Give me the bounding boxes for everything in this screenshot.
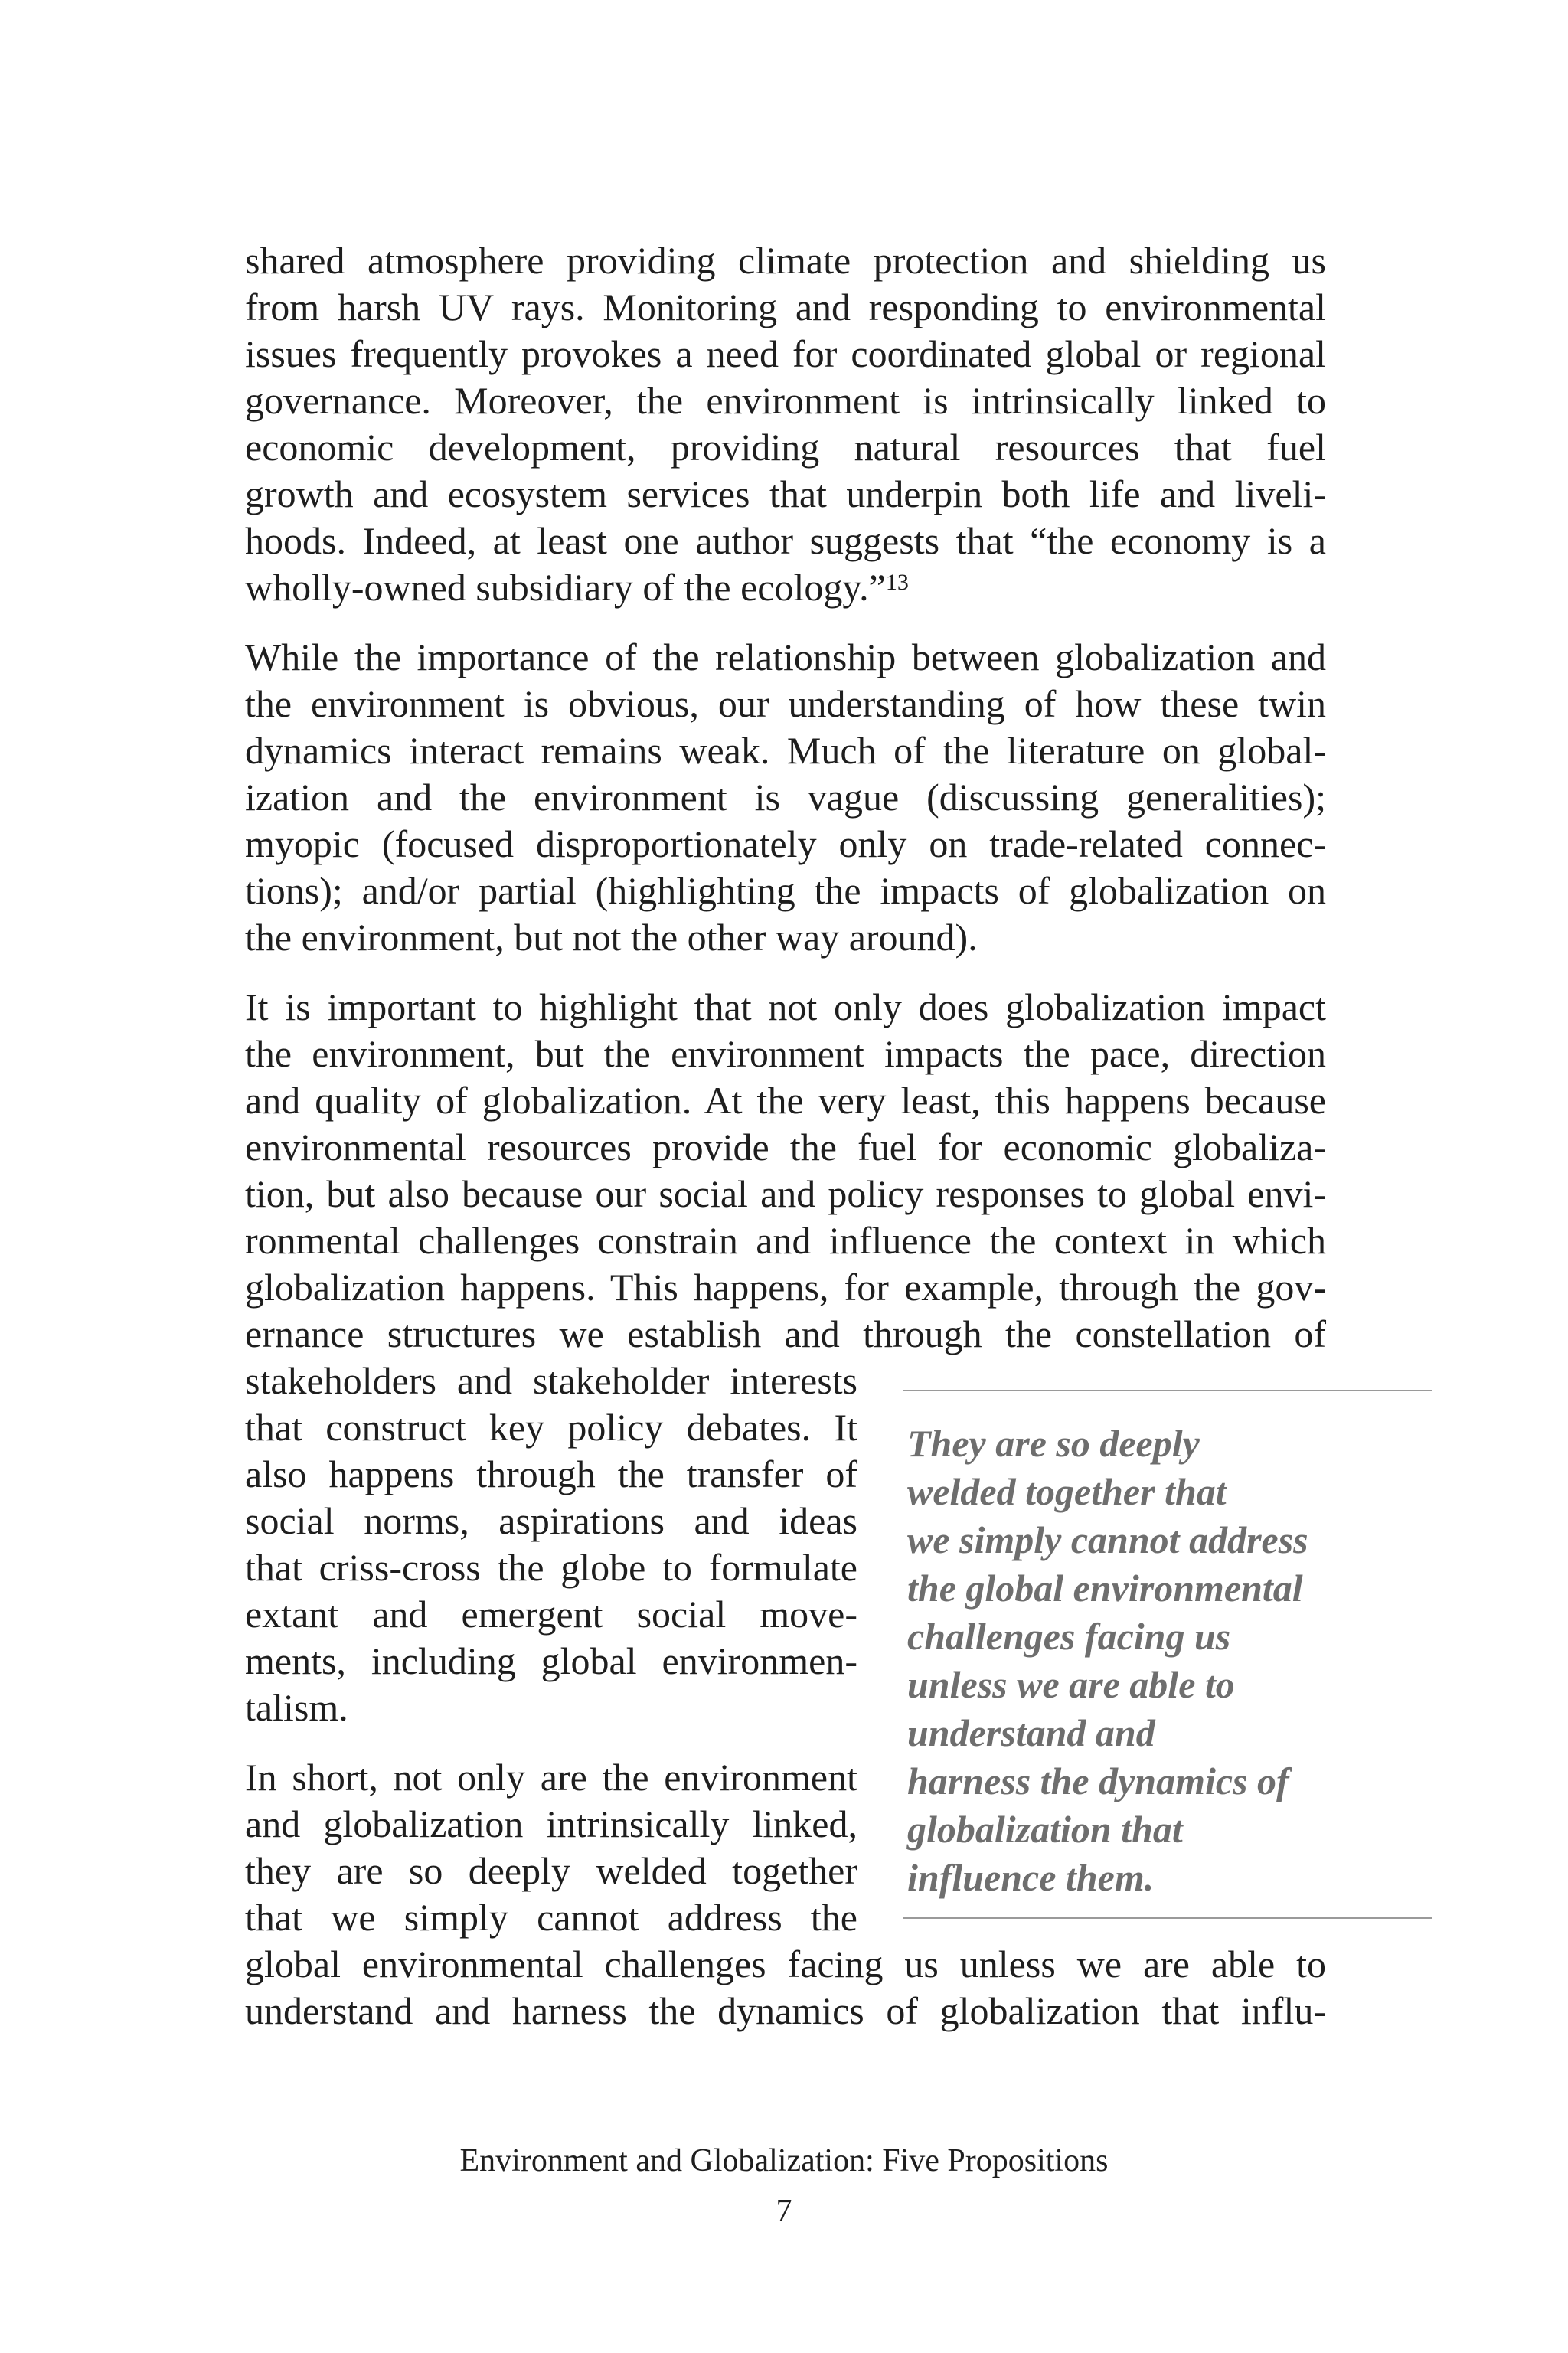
body-line: tion, but also because our social and policy responses to global envi- — [245, 1172, 1326, 1215]
body-line: that we simply cannot address the — [245, 1896, 858, 1939]
body-line: and globalization intrinsically linked, — [245, 1802, 858, 1845]
pull-quote-line: understand and — [907, 1711, 1155, 1754]
body-line: hoods. Indeed, at least one author suggests that “the economy is a — [245, 519, 1326, 562]
body-line: governance. Moreover, the environment is intrinsically linked to — [245, 379, 1326, 422]
body-line: the environment is obvious, our understanding of how these twin — [245, 682, 1326, 725]
body-line: shared atmosphere providing climate protection and shielding us — [245, 239, 1326, 282]
body-line: that criss-cross the globe to formulate — [245, 1546, 858, 1589]
body-line: and quality of globalization. At the very least, this happens because — [245, 1079, 1326, 1122]
body-line: the environment, but the environment impacts the pace, direction — [245, 1032, 1326, 1075]
body-line: It is important to highlight that not only does globalization impact — [245, 985, 1326, 1028]
body-line: ization and the environment is vague (discussing generalities); — [245, 776, 1326, 819]
pull-quote-line: unless we are able to — [907, 1663, 1235, 1706]
body-line: from harsh UV rays. Monitoring and responding to environmental — [245, 286, 1326, 328]
running-footer-title: Environment and Globalization: Five Propositions — [459, 2143, 1109, 2178]
body-line: environmental resources provide the fuel for economic globaliza- — [245, 1126, 1326, 1168]
body-line: also happens through the transfer of — [245, 1453, 858, 1495]
body-line: ronmental challenges constrain and influence the context in which — [245, 1219, 1326, 1262]
body-line: that construct key policy debates. It — [245, 1406, 858, 1449]
body-line: global environmental challenges facing us unless we are able to — [245, 1943, 1326, 1985]
pull-quote-top-rule — [903, 1390, 1432, 1391]
pull-quote-line: They are so deeply — [907, 1422, 1200, 1465]
body-line: they are so deeply welded together — [245, 1849, 858, 1892]
pull-quote-line: influence them. — [907, 1856, 1155, 1899]
pull-quote-line: we simply cannot address — [907, 1518, 1308, 1561]
body-line: stakeholders and stakeholder interests — [245, 1359, 858, 1402]
body-line: talism. — [245, 1686, 348, 1729]
body-line: globalization happens. This happens, for example, through the gov- — [245, 1266, 1326, 1309]
pull-quote-line: the global environmental — [907, 1567, 1303, 1610]
body-line — [245, 564, 1326, 610]
body-line: dynamics interact remains weak. Much of the literature on global- — [245, 729, 1326, 772]
body-line: the environment, but not the other way around). — [245, 916, 978, 959]
footnote-marker: 13 — [885, 570, 909, 595]
body-line: growth and ecosystem services that underpin both life and liveli- — [245, 472, 1326, 515]
body-line: social norms, aspirations and ideas — [245, 1499, 858, 1542]
page-number: 7 — [776, 2194, 792, 2229]
body-line: ments, including global environmen- — [245, 1639, 858, 1682]
pull-quote-line: challenges facing us — [907, 1615, 1231, 1658]
body-line: tions); and/or partial (highlighting the impacts of globalization on — [245, 869, 1326, 912]
pull-quote-line: globalization that — [907, 1808, 1183, 1851]
body-line: extant and emergent social move- — [245, 1593, 858, 1636]
body-line: While the importance of the relationship between globalization and — [245, 636, 1326, 678]
pull-quote-line: harness the dynamics of — [907, 1760, 1289, 1802]
body-line: ernance structures we establish and through the constellation of — [245, 1312, 1326, 1355]
body-line: understand and harness the dynamics of globalization that influ- — [245, 1989, 1326, 2032]
pull-quote-line: welded together that — [907, 1470, 1227, 1513]
body-line: issues frequently provokes a need for coordinated global or regional — [245, 332, 1326, 375]
pull-quote-bottom-rule — [903, 1917, 1432, 1919]
body-line-text: wholly-owned subsidiary of the ecology.” — [245, 566, 886, 609]
body-line: myopic (focused disproportionately only on trade-related connec- — [245, 822, 1326, 865]
body-line: In short, not only are the environment — [245, 1756, 858, 1799]
body-line: economic development, providing natural resources that fuel — [245, 426, 1326, 469]
